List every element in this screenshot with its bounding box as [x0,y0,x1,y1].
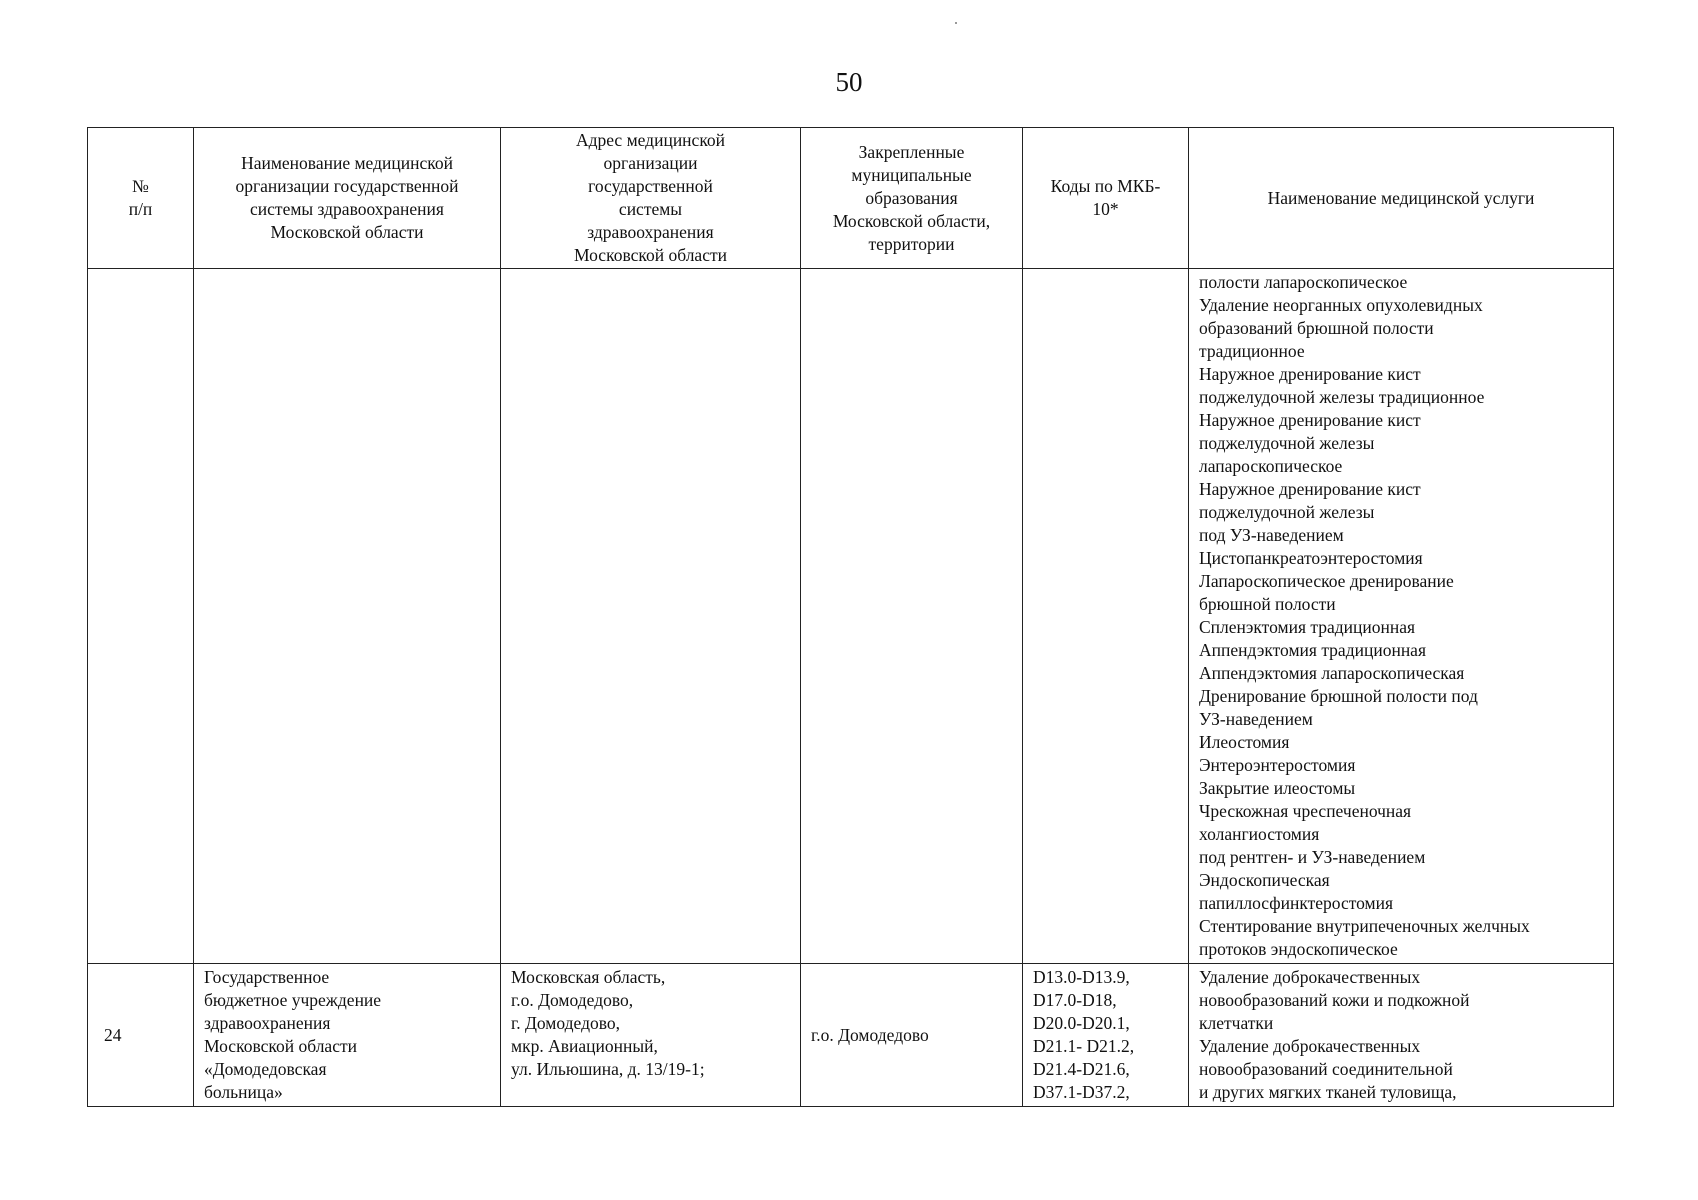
text-line: территории [868,233,955,254]
text-line: протоков эндоскопическое [1199,939,1398,959]
text-line: Эндоскопическая [1199,870,1330,890]
text-line: Удаление доброкачественных [1199,967,1421,987]
cell-municipality [801,269,1023,964]
page-number: 50 [835,67,863,97]
text-line: поджелудочной железы традиционное [1199,387,1485,407]
text-line: г. Домодедово, [511,1013,620,1033]
text-line: Московская область, [511,967,666,987]
text-line: Стентирование внутрипеченочных желчных [1199,916,1530,936]
cell-org-name [194,269,501,964]
text-line: Дренирование брюшной полости под [1199,686,1478,706]
cell-icd-codes [1023,269,1189,964]
text-line: Наружное дренирование кист [1199,479,1421,499]
text-line: Коды по МКБ- [1050,176,1161,196]
table-header-row [88,128,1614,269]
text-line: мкр. Авиационный, [511,1036,658,1056]
text-line: Наружное дренирование кист [1199,364,1421,384]
text-line: УЗ-наведением [1199,709,1313,729]
municipality-text: г.о. Домодедово [811,1024,929,1045]
text-line: государственной [588,176,713,196]
text-line: клетчатки [1199,1013,1274,1033]
text-line: и других мягких тканей туловища, [1199,1082,1457,1102]
text-line: бюджетное учреждение [204,990,382,1010]
text-line: традиционное [1199,341,1305,361]
text-line: D21.4-D21.6, [1033,1059,1130,1079]
text-line: организации государственной [235,176,459,196]
text-line: новообразований кожи и подкожной [1199,990,1470,1010]
text-line: Адрес медицинской [575,130,726,150]
text-line: полости лапароскопическое [1199,272,1408,292]
text-line: D37.1-D37.2, [1033,1082,1130,1102]
text-line: Государственное [204,967,330,987]
header-num [88,128,194,269]
text-line: Аппендэктомия традиционная [1199,640,1426,660]
text-line: поджелудочной железы [1199,502,1375,522]
text-line: Чрескожная чреспеченочная [1199,801,1412,821]
cell-municipality [801,964,1023,1107]
text-line: Московской области, [832,210,991,231]
text-line: D20.0-D20.1, [1033,1013,1130,1033]
text-line: образования [865,187,958,208]
header-municipalities [801,128,1023,269]
cell-num [88,269,194,964]
text-line: Московской области [204,1036,357,1056]
header-address [501,128,801,269]
text-line: здравоохранения [204,1013,331,1033]
cell-services [1189,269,1614,964]
text-line: здравоохранения [587,222,714,242]
header-icd-codes [1023,128,1189,269]
cell-address [501,964,801,1107]
text-line: лапароскопическое [1199,456,1343,476]
text-line: муниципальные [851,164,972,185]
text-line: Спленэктомия традиционная [1199,617,1416,637]
cell-org-name [194,964,501,1107]
text-line: Закрытие илеостомы [1199,778,1356,798]
table-row [88,269,1614,964]
text-line: ул. Ильюшина, д. 13/19-1; [511,1059,705,1079]
text-line: под рентген- и УЗ-наведением [1199,847,1426,867]
header-org-name [194,128,501,269]
text-line: больница» [204,1082,283,1102]
text-line: Наружное дренирование кист [1199,410,1421,430]
cell-address [501,269,801,964]
text-line: п/п [128,199,153,219]
text-line: брюшной полости [1199,594,1336,614]
text-line: Московской области [574,245,727,265]
text-line: Наименование медицинской услуги [1267,187,1535,208]
cell-icd-codes [1023,964,1189,1107]
text-line: Удаление доброкачественных [1199,1036,1421,1056]
medical-services-table [87,127,1614,1107]
text-line: 10* [1092,199,1119,219]
table-row [88,964,1614,1107]
text-line: образований брюшной полости [1199,318,1434,338]
text-line: № [132,176,149,196]
text-line: Удаление неорганных опухолевидных [1199,295,1483,315]
text-line: Цистопанкреатоэнтеростомия [1199,548,1423,568]
scan-speck [955,22,957,24]
cell-services [1189,964,1614,1107]
text-line: холангиостомия [1199,824,1320,844]
text-line: Закрепленные [858,141,965,162]
text-line: «Домодедовская [204,1059,327,1079]
text-line: папиллосфинктеростомия [1199,893,1394,913]
text-line: организации [603,153,698,173]
text-line: поджелудочной железы [1199,433,1375,453]
text-line: Лапароскопическое дренирование [1199,571,1454,591]
text-line: под УЗ-наведением [1199,525,1344,545]
text-line: г.о. Домодедово, [511,990,634,1010]
text-line: D17.0-D18, [1033,990,1117,1010]
text-line: новообразований соединительной [1199,1059,1453,1079]
text-line: D21.1- D21.2, [1033,1036,1135,1056]
text-line: D13.0-D13.9, [1033,967,1130,987]
text-line: Московской области [270,222,424,242]
text-line: системы здравоохранения [250,199,444,219]
text-line: Энтероэнтеростомия [1199,755,1356,775]
text-line: системы [618,199,683,219]
text-line: Аппендэктомия лапароскопическая [1199,663,1465,683]
header-service [1189,128,1614,269]
text-line: Наименование медицинской [241,153,453,173]
cell-num: 24 [88,964,194,1107]
text-line: Илеостомия [1199,732,1290,752]
